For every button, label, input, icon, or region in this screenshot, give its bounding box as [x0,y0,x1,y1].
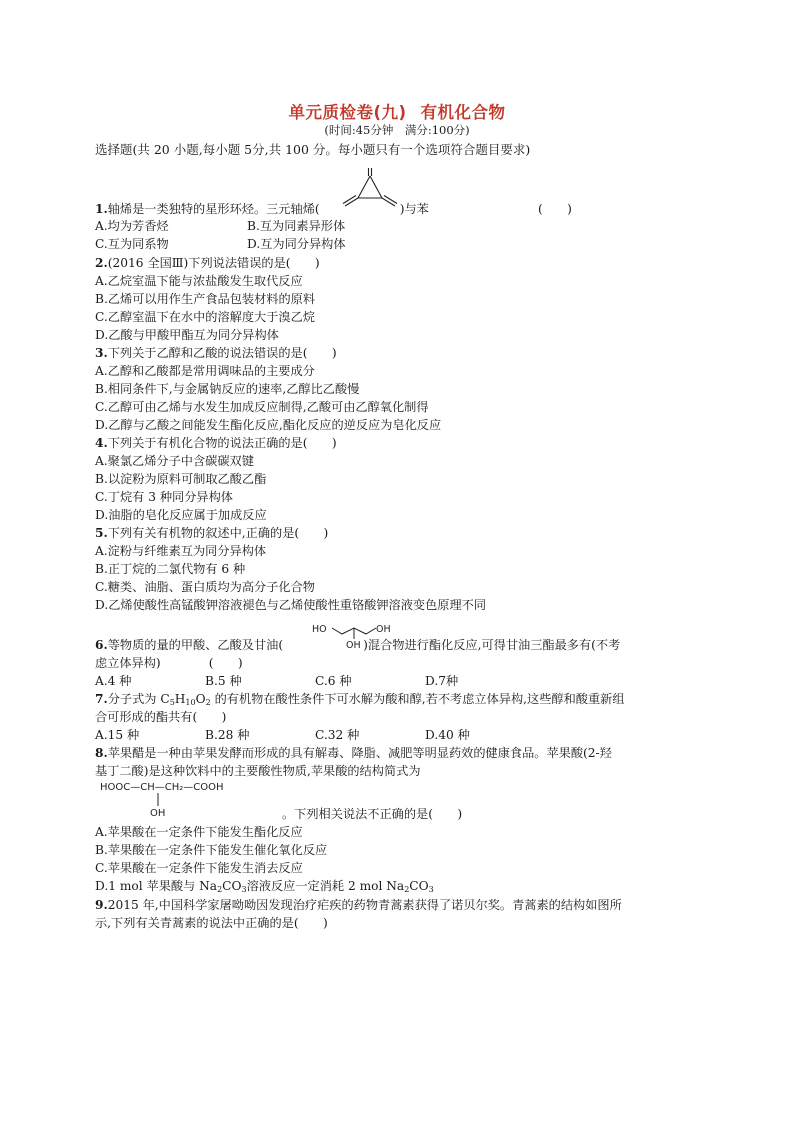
question-1-options-cd [95,236,346,252]
option-c: C.互为同系物 [95,237,169,251]
question-6-answer-blank: ( ) [208,656,243,670]
question-1-options-ab [95,218,345,234]
question-6-stem: 6.等物质的量的甲酸、乙酸及甘油( )混合物进行酯化反应,可得甘油三酯最多有(不考 [95,638,621,652]
question-2-option-c: C.乙醇室温下在水中的溶解度大于溴乙烷 [95,310,315,324]
option-d: D.互为同分异构体 [247,237,346,251]
title-main: 单元质检卷(九) [288,103,407,122]
option-b: B.5 种 [205,674,242,688]
option-c: C.6 种 [315,674,352,688]
question-8-option-a: A.苹果酸在一定条件下能发生酯化反应 [95,825,303,839]
question-3-stem: 3.下列关于乙醇和乙酸的说法错误的是( ) [95,346,337,360]
option-a: A.均为芳香烃 [95,219,169,233]
option-b: B.互为同素异形体 [247,219,346,233]
question-7-options [95,727,470,743]
question-5-option-c: C.糖类、油脂、蛋白质均为高分子化合物 [95,580,315,594]
question-4-option-c: C.丁烷有 3 种同分异构体 [95,490,233,504]
question-6-options [95,673,458,689]
page-title [0,99,794,123]
option-d: D.40 种 [425,728,470,742]
question-4-option-b: B.以淀粉为原料可制取乙酸乙酯 [95,472,267,486]
question-8-option-d: D.1 mol 苹果酸与 $Na_2CO_3$溶液反应一定消耗 2 mol $Na_2CO_3$ [95,879,434,894]
question-5-option-d: D.乙烯使酸性高锰酸钾溶液褪色与乙烯使酸性重铬酸钾溶液变色原理不同 [95,598,487,612]
question-9-stem: 9.2015 年,中国科学家屠呦呦因发现治疗疟疾的药物青蒿素获得了诺贝尔奖。青蒿素的结构如图所 [95,898,622,912]
glycerol-oh-right: OH [376,624,391,635]
question-7-stem: 7.分子式为 $C_5H_{10}O_2$ 的有机物在酸性条件下可水解为酸和醇,若不考虑立体异构,这些醇和酸重新组 [95,692,625,707]
title-topic: 有机化合物 [420,103,506,122]
option-a: A.15 种 [95,728,140,742]
question-2-option-a: A.乙烷室温下能与浓盐酸发生取代反应 [95,274,303,288]
question-5-option-b: B.正丁烷的二氯代物有 6 种 [95,562,246,576]
question-4-option-d: D.油脂的皂化反应属于加成反应 [95,508,267,522]
malic-oh: OH [150,808,166,819]
section-instruction: 选择题(共 20 小题,每小题 5分,共 100 分。每小题只有一个选项符合题目要求) [95,142,531,157]
option-c: C.32 种 [315,728,360,742]
question-4-stem: 4.下列关于有机化合物的说法正确的是( ) [95,436,337,450]
question-9-stem-cont: 示,下列有关青蒿素的说法中正确的是( ) [95,916,328,930]
option-d: D.7种 [425,674,459,688]
question-1-stem: 1.轴烯是一类独特的星形环烃。三元轴烯( )与苯 [95,202,429,216]
question-6-stem-cont: 虑立体异构) ( ) [95,656,243,670]
question-8-option-c: C.苹果酸在一定条件下能发生消去反应 [95,861,303,875]
question-2-option-b: B.乙烯可以用作生产食品包装材料的原料 [95,292,316,306]
question-3-option-d: D.乙醇与乙酸之间能发生酯化反应,酯化反应的逆反应为皂化反应 [95,418,442,432]
question-5-stem: 5.下列有关有机物的叙述中,正确的是( ) [95,526,329,540]
option-a: A.4 种 [95,674,132,688]
question-2-option-d: D.乙酸与甲酸甲酯互为同分异构体 [95,328,279,342]
malic-acid-structure [100,778,280,820]
exam-subtitle: (时间:45分钟 满分:100分) [324,123,470,137]
question-8-stem-end: 。下列相关说法不正确的是( ) [282,807,463,821]
question-2-stem: 2.(2016 全国Ⅲ)下列说法错误的是( ) [95,256,320,270]
question-7-stem-cont: 合可形成的酯共有( ) [95,710,227,724]
question-4-option-a: A.聚氯乙烯分子中含碳碳双键 [95,454,254,468]
malic-chain: HOOC—CH—CH₂—COOH [100,782,224,793]
question-3-option-c: C.乙醇可由乙烯与水发生加成反应制得,乙酸可由乙醇氧化制得 [95,400,429,414]
question-8-stem-cont: 基丁二酸)是这种饮料中的主要酸性物质,苹果酸的结构简式为 [95,764,421,778]
glycerol-oh-left: HO [312,624,327,635]
glycerol-oh-mid: OH [346,640,361,651]
question-3-option-a: A.乙醇和乙酸都是常用调味品的主要成分 [95,364,315,378]
option-b: B.28 种 [205,728,250,742]
question-5-option-a: A.淀粉与纤维素互为同分异构体 [95,544,267,558]
question-8-stem: 8.苹果醋是一种由苹果发酵而形成的具有解毒、降脂、减肥等明显药效的健康食品。苹果酸(2-羟 [95,746,612,760]
question-3-option-b: B.相同条件下,与金属钠反应的速率,乙醇比乙酸慢 [95,382,360,396]
question-1-answer-blank: ( ) [538,202,572,216]
question-8-option-b: B.苹果酸在一定条件下能发生催化氧化反应 [95,843,328,857]
